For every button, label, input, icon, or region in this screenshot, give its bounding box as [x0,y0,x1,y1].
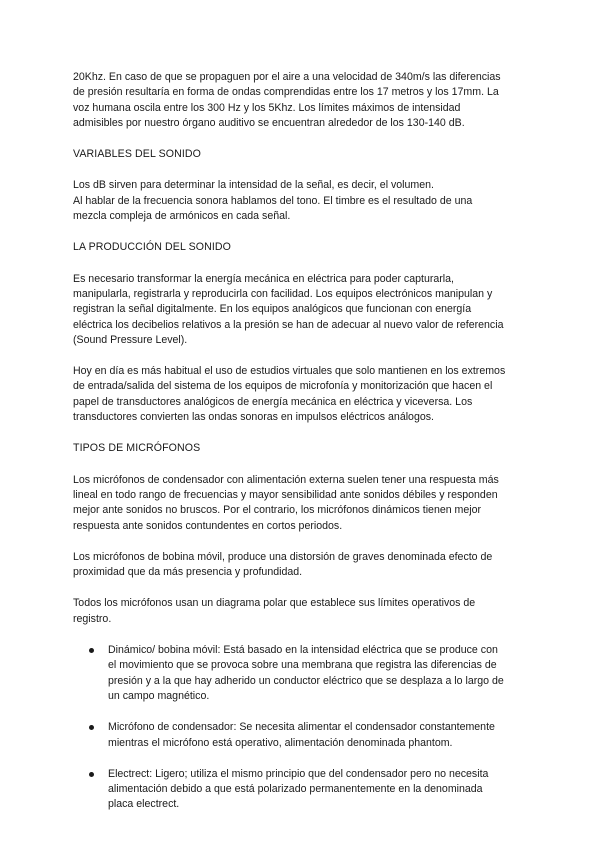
text-line: Los micrófonos de bobina móvil, produce una distorsión de graves denominada efecto de [73,550,493,563]
spacer [73,425,528,441]
list-item [73,767,528,813]
text-line: Hoy en día es más habitual el uso de estudios virtuales que solo mantienen en los extremos [73,365,506,378]
spacer [73,580,528,596]
bullet-icon [89,725,94,730]
text-line: Al hablar de la frecuencia sonora hablamos del tono. El timbre es el resultado de una [73,194,473,207]
text-line: Los micrófonos de condensador con alimentación externa suelen tener una respuesta más [73,473,499,486]
spacer [73,224,528,240]
microfonos-paragraph-2 [73,550,528,581]
list-item [73,720,528,751]
text-line: mezcla compleja de armónicos en cada señal. [73,210,291,223]
microphone-types-list [73,643,528,813]
text-line: mientras el micrófono está operativo, alimentación denominada phantom. [108,736,453,749]
produccion-paragraph-1 [73,272,528,348]
text-line: mejor ante sonidos no bruscos. Por el contrario, los micrófonos dinámicos tienen mejor [73,504,482,517]
text-line: respuesta ante sonidos contundentes en cortos periodos. [73,519,343,532]
text-line: Dinámico/ bobina móvil: Está basado en la intensidad eléctrica que se produce con [108,644,498,657]
spacer [73,162,528,178]
text-line: presión y a la que hay adherido un conductor eléctrico que se desplaza a lo largo de [108,674,504,687]
text-line: el movimiento que se provoca sobre una membrana que registra las diferencias de [108,659,497,672]
spacer [73,627,528,643]
spacer [73,751,528,767]
microfonos-paragraph-3 [73,596,528,627]
bullet-icon [89,648,94,653]
text-line: eléctrica los decibelios relativos a la presión se han de adecuar al nuevo valor de referencia [73,318,504,331]
text-line: admisibles por nuestro órgano auditivo se encuentran alrededor de los 130-140 dB. [73,116,465,129]
spacer [73,348,528,364]
text-line: Todos los micrófonos usan un diagrama polar que establece sus límites operativos de [73,597,476,610]
text-line: Los dB sirven para determinar la intensidad de la señal, es decir, el volumen. [73,179,434,192]
text-line: registran la señal digitalmente. En los equipos analógicos que funcionan con energía [73,303,472,316]
microfonos-paragraph-1 [73,473,528,534]
spacer [73,704,528,720]
text-line: papel de transductores analógicos de energía mecánica en eléctrica y viceversa. Los [73,395,473,408]
spacer [73,256,528,272]
variables-paragraph [73,178,528,224]
section-heading: TIPOS DE MICRÓFONOS [73,442,201,455]
produccion-paragraph-2 [73,364,528,425]
text-line: Electrect: Ligero; utiliza el mismo principio que del condensador pero no necesita [108,767,489,780]
text-line: Es necesario transformar la energía mecánica en eléctrica para poder capturarla, [73,272,454,285]
text-line: un campo magnético. [108,689,210,702]
spacer [73,534,528,550]
bullet-icon [89,772,94,777]
section-heading: VARIABLES DEL SONIDO [73,148,201,161]
spacer [73,131,528,147]
text-line: registro. [73,612,112,625]
text-line: alimentación debido a que está polarizado permanentemente en la denominada [108,783,483,796]
spacer [73,457,528,473]
text-line: de presión resultaría en forma de ondas comprendidas entre los 17 metros y los 17mm. La [73,86,499,99]
document-page [73,70,528,813]
text-line: de entrada/salida del sistema de los equipos de microfonía y monitorización que hacen el [73,380,493,393]
text-line: voz humana oscila entre los 300 Hz y los 5Khz. Los límites máximos de intensidad [73,101,461,114]
text-line: placa electrect. [108,798,180,811]
text-line: (Sound Pressure Level). [73,333,188,346]
list-item [73,643,528,704]
text-line: Micrófono de condensador: Se necesita alimentar el condensador constantemente [108,721,495,734]
text-line: lineal en todo rango de frecuencias y mayor sensibilidad ante sonidos débiles y responden [73,488,498,501]
text-line: proximidad que da más presencia y profundidad. [73,566,303,579]
intro-paragraph [73,70,528,131]
text-line: 20Khz. En caso de que se propaguen por el aire a una velocidad de 340m/s las diferencias [73,71,501,83]
text-line: transductores convierten las ondas sonoras en impulsos eléctricos análogos. [73,411,434,424]
section-heading: LA PRODUCCIÓN DEL SONIDO [73,241,232,254]
text-line: manipularla, registrarla y reproducirla con facilidad. Los equipos electrónicos manipulan y [73,287,493,300]
